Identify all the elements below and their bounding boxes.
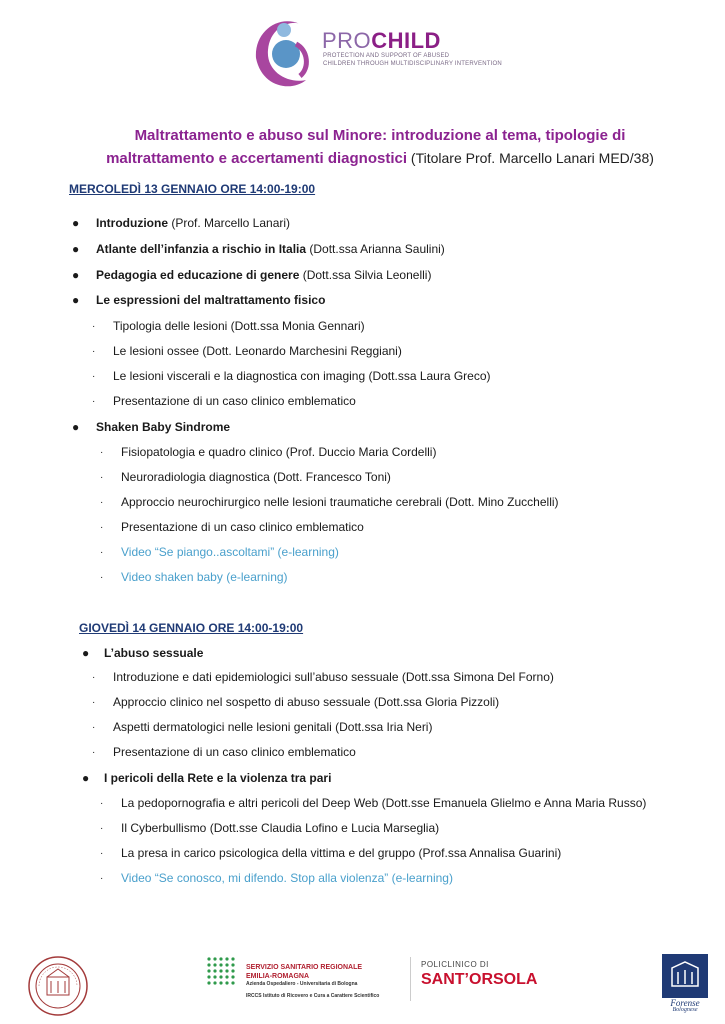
sub-bullet-icon: · <box>92 747 96 758</box>
sub-bullet-icon: · <box>100 848 104 859</box>
sub-bullet-icon: · <box>100 547 104 558</box>
sub-bullet-icon: · <box>92 672 96 683</box>
sub-list-item: Introduzione e dati epidemiologici sull’abuso sessuale (Dott.ssa Simona Del Forno) <box>113 670 554 684</box>
sub-bullet-icon: · <box>92 697 96 708</box>
list-item-text: Introduzione (Prof. Marcello Lanari) <box>96 216 291 230</box>
list-item <box>82 646 89 660</box>
ssr-line-2: EMILIA-ROMAGNA <box>246 973 309 980</box>
video-link[interactable]: Video “Se piango..ascoltami” (e-learning) <box>121 545 339 559</box>
list-item <box>82 771 89 785</box>
bullet-icon: ● <box>72 242 80 256</box>
fondazione-forense-logo <box>662 954 708 1014</box>
video-link[interactable]: Video shaken baby (e-learning) <box>121 570 288 584</box>
list-item-text: Pedagogia ed educazione di genere (Dott.ssa Silvia Leonelli) <box>96 268 432 282</box>
sub-list-item: Tipologia delle lesioni (Dott.ssa Monia Gennari) <box>113 319 365 333</box>
servizio-sanitario-logo <box>205 955 405 1005</box>
bullet-icon: ● <box>82 646 90 660</box>
list-item-text: L’abuso sessuale <box>104 646 204 660</box>
brand-child-text: CHILD <box>371 28 441 53</box>
forense-sub-text: Bolognese <box>672 1007 698 1013</box>
bullet-icon: ● <box>72 420 80 434</box>
page-title <box>100 124 660 170</box>
ssr-line-4: IRCCS Istituto di Ricovero e Cura a Carattere Scientifico <box>246 993 380 999</box>
sub-bullet-icon: · <box>100 572 104 583</box>
list-item <box>72 216 79 230</box>
policlinico-small: POLICLINICO DI <box>421 960 489 969</box>
sub-list-item: Presentazione di un caso clinico emblematico <box>113 394 356 408</box>
list-item-text: Le espressioni del maltrattamento fisico <box>96 293 326 307</box>
title-line-2: maltrattamento e accertamenti diagnostici <box>106 150 408 167</box>
sub-list-item: Approccio clinico nel sospetto di abuso sessuale (Dott.ssa Gloria Pizzoli) <box>113 695 500 709</box>
list-item <box>72 420 79 434</box>
list-item <box>72 293 79 307</box>
sub-list-item: La pedopornografia e altri pericoli del Deep Web (Dott.sse Emanuela Glielmo e Anna Maria Russo) <box>121 796 647 810</box>
day1-heading: MERCOLEDÌ 13 GENNAIO ORE 14:00-19:00 <box>69 182 316 196</box>
sub-list-item: Le lesioni viscerali e la diagnostica con imaging (Dott.ssa Laura Greco) <box>113 369 491 383</box>
sub-bullet-icon: · <box>92 722 96 733</box>
sub-bullet-icon: · <box>92 346 96 357</box>
list-item-text: Atlante dell’infanzia a rischio in Italia (Dott.ssa Arianna Saulini) <box>96 242 445 256</box>
bullet-icon: ● <box>72 268 80 282</box>
sub-bullet-icon: · <box>100 447 104 458</box>
bullet-icon: ● <box>72 293 80 307</box>
sub-list-item: Neuroradiologia diagnostica (Dott. Francesco Toni) <box>121 470 391 484</box>
forense-text: Forense <box>670 998 700 1008</box>
sub-list-item: Il Cyberbullismo (Dott.sse Claudia Lofino e Lucia Marseglia) <box>121 821 440 835</box>
prochild-wordmark <box>322 28 441 54</box>
sub-bullet-icon: · <box>100 497 104 508</box>
logo-subtitle-line-1: PROTECTION AND SUPPORT OF ABUSED <box>323 53 450 59</box>
sub-list-item: La presa in carico psicologica della vittima e del gruppo (Prof.ssa Annalisa Guarini) <box>121 846 562 860</box>
sub-bullet-icon: · <box>92 371 96 382</box>
sub-list-item: Approccio neurochirurgico nelle lesioni traumatiche cerebrali (Dott. Mino Zucchelli) <box>121 495 559 509</box>
sub-bullet-icon: · <box>92 321 96 332</box>
video-link[interactable]: Video “Se conosco, mi difendo. Stop alla violenza” (e-learning) <box>121 871 453 885</box>
ssr-line-3: Azienda Ospedaliero - Universitaria di Bologna <box>246 981 358 987</box>
sub-bullet-icon: · <box>92 396 96 407</box>
sub-list-item: Aspetti dermatologici nelle lesioni genitali (Dott.ssa Iria Neri) <box>113 720 433 734</box>
sub-list-item: Le lesioni ossee (Dott. Leonardo Marchesini Reggiani) <box>113 344 402 358</box>
brand-pro-text: PRO <box>322 28 372 53</box>
ssr-line-1: SERVIZIO SANITARIO REGIONALE <box>246 964 363 971</box>
bullet-icon: ● <box>72 216 80 230</box>
policlinico-logo <box>421 960 537 989</box>
logo-subtitle-line-2: CHILDREN THROUGH MULTIDISCIPLINARY INTERVENTION <box>323 61 502 67</box>
sub-bullet-icon: · <box>100 522 104 533</box>
forense-emblem-icon <box>662 954 708 998</box>
title-line-1: Maltrattamento e abuso sul Minore: introduzione al tema, tipologie di <box>134 127 626 144</box>
footer-divider <box>410 957 411 1001</box>
list-item-text: I pericoli della Rete e la violenza tra pari <box>104 771 332 785</box>
policlinico-big: SANT’ORSOLA <box>421 971 538 988</box>
ssr-dots-icon <box>205 955 241 991</box>
sub-list-item: Fisiopatologia e quadro clinico (Prof. Duccio Maria Cordelli) <box>121 445 437 459</box>
day2-heading: GIOVEDÌ 14 GENNAIO ORE 14:00-19:00 <box>79 621 304 635</box>
sub-bullet-icon: · <box>100 798 104 809</box>
university-seal-icon <box>27 955 89 1017</box>
list-item-text: Shaken Baby Sindrome <box>96 420 231 434</box>
sub-bullet-icon: · <box>100 823 104 834</box>
sub-bullet-icon: · <box>100 873 104 884</box>
list-item <box>72 242 79 256</box>
list-item <box>72 268 79 282</box>
sub-bullet-icon: · <box>100 472 104 483</box>
prochild-logo-icon <box>248 10 324 90</box>
sub-list-item: Presentazione di un caso clinico emblematico <box>121 520 364 534</box>
title-holder: (Titolare Prof. Marcello Lanari MED/38) <box>407 150 654 166</box>
sub-list-item: Presentazione di un caso clinico emblematico <box>113 745 356 759</box>
bullet-icon: ● <box>82 771 90 785</box>
